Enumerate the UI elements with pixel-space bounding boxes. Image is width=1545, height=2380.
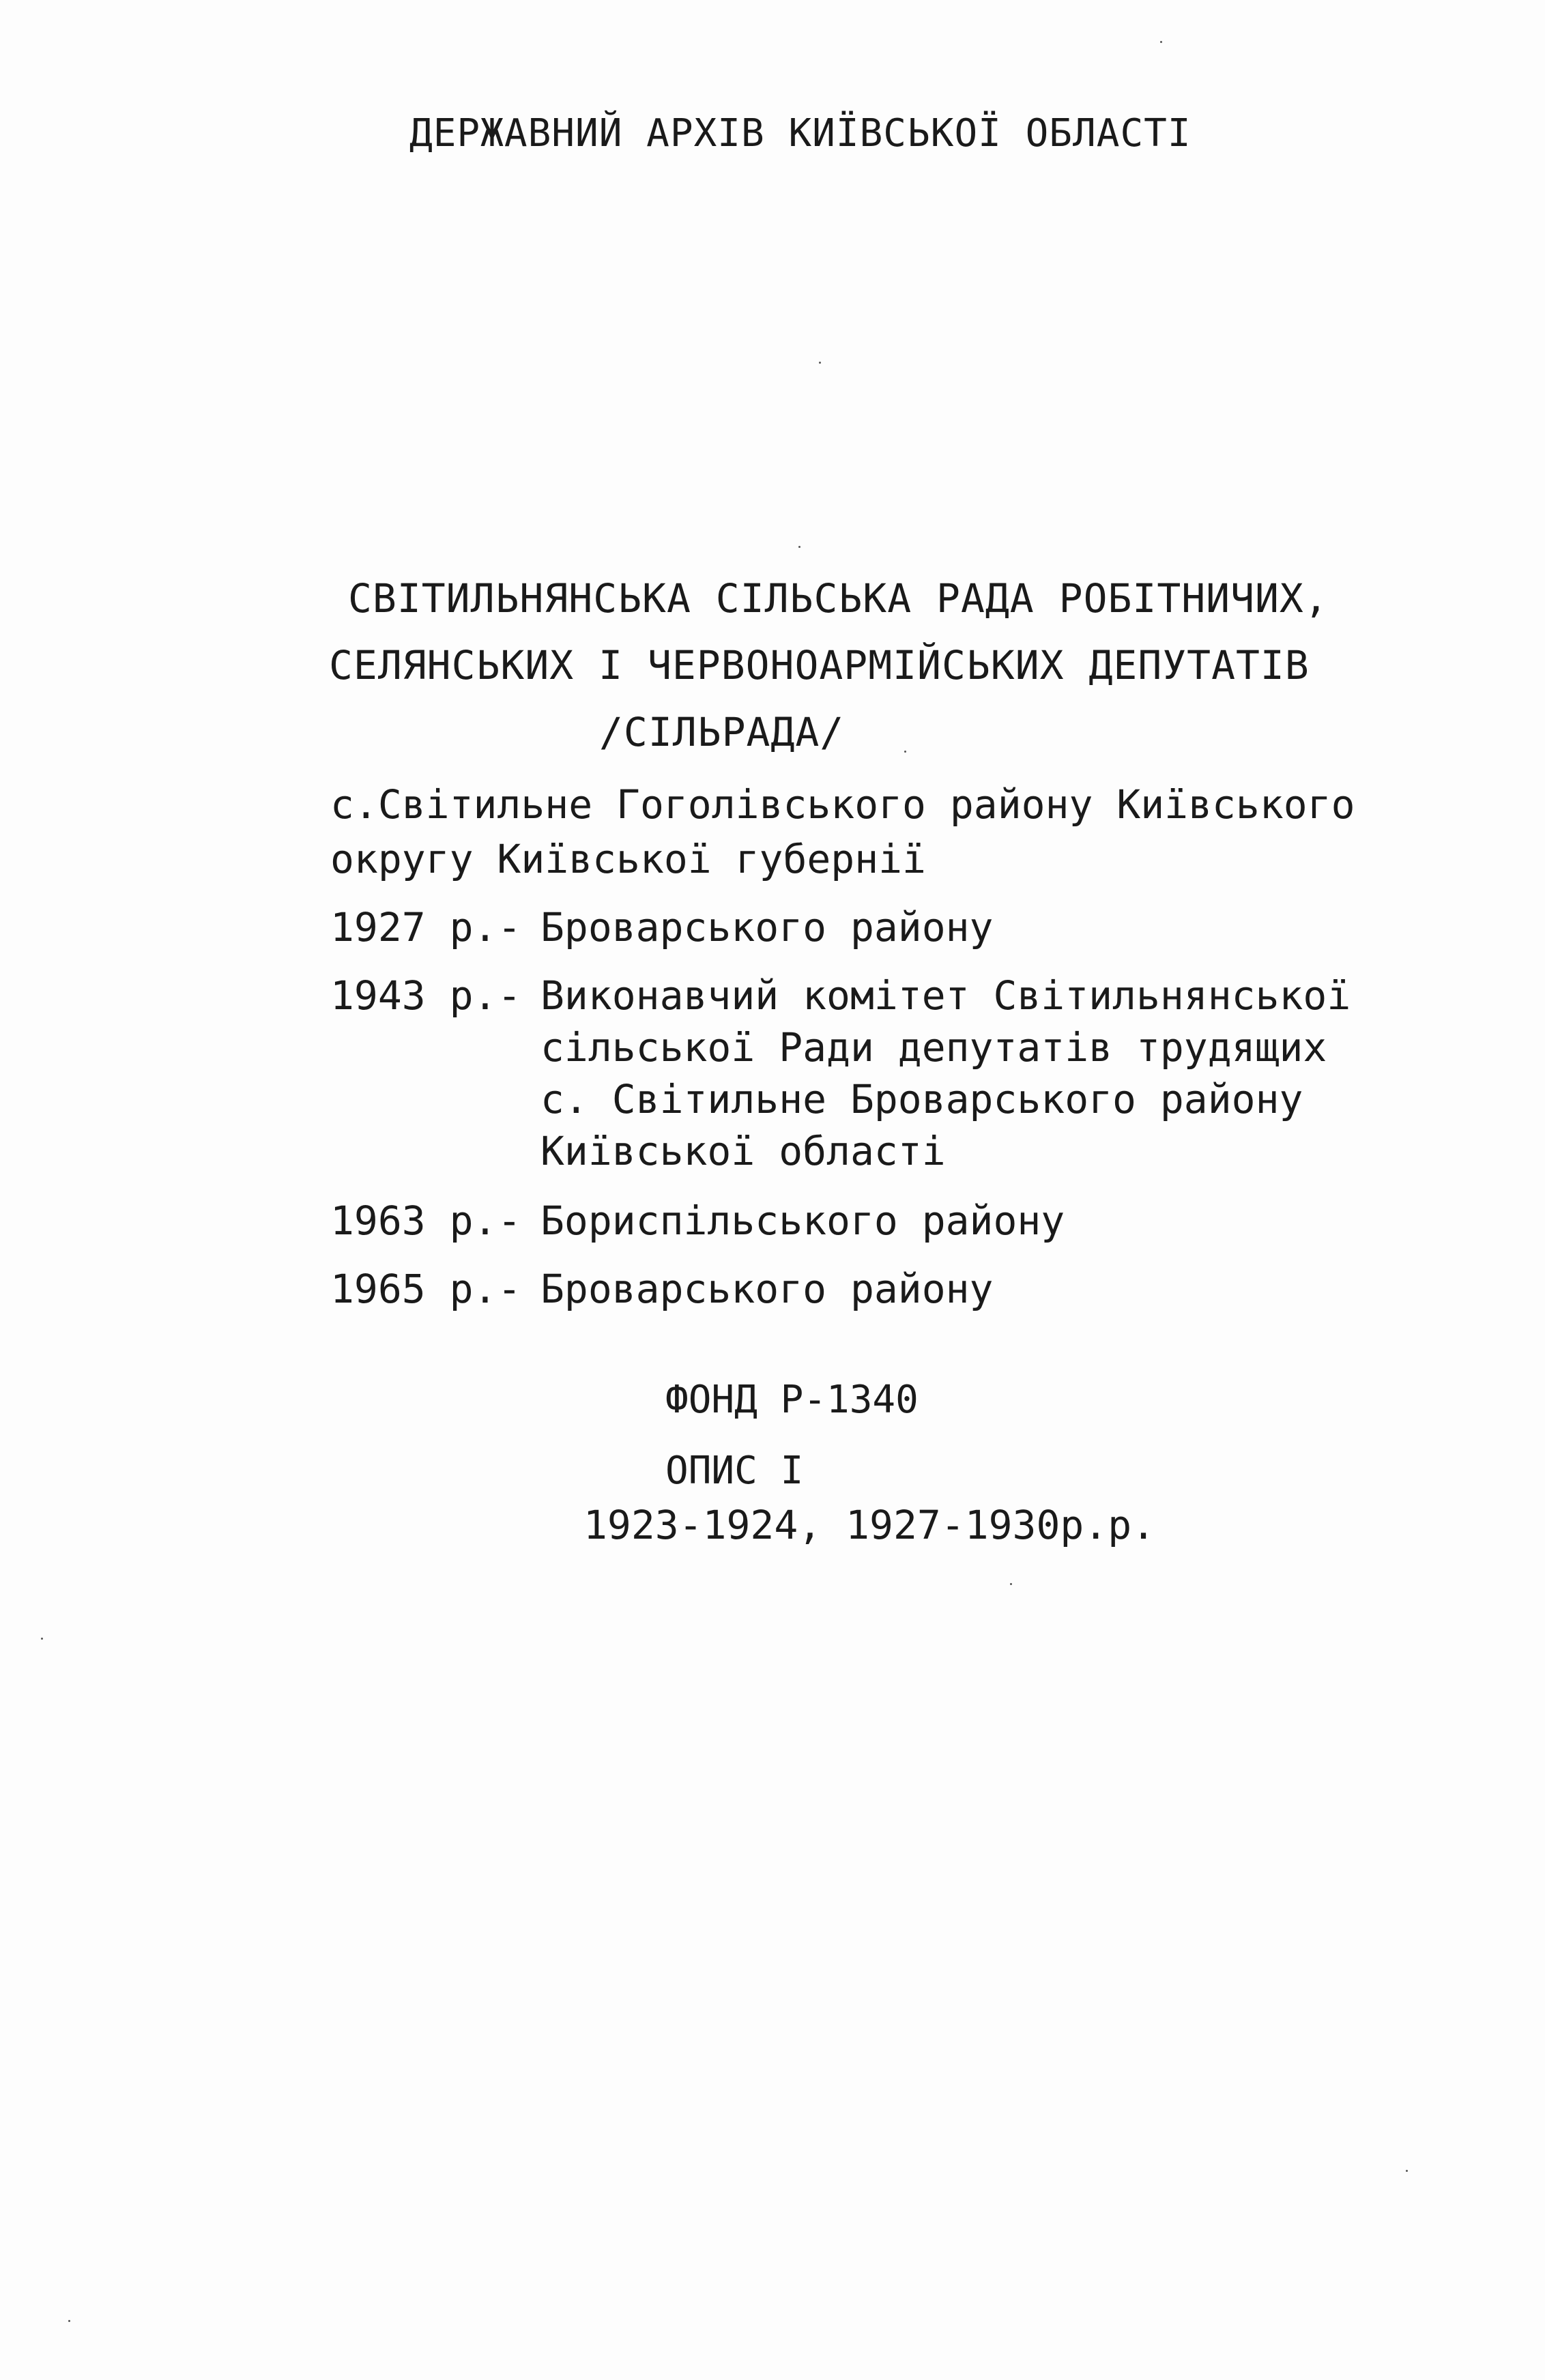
- history-text: [540, 972, 1351, 1183]
- scan-speck: [41, 1638, 43, 1640]
- history-line: Бориспільського району: [540, 1198, 1065, 1244]
- fond-number: ФОНД Р-1340: [665, 1378, 919, 1422]
- scan-speck: [904, 751, 906, 753]
- history-line: Виконавчий комітет Світильнянської: [540, 972, 1351, 1019]
- history-dash: -: [497, 1198, 521, 1244]
- history-dash: -: [497, 1266, 521, 1312]
- history-line: Броварського району: [540, 904, 994, 950]
- history-text: [540, 1198, 1065, 1253]
- scan-speck: [1160, 41, 1162, 43]
- scan-speck: [68, 2320, 70, 2322]
- location-line-2: округу Київської губернії: [330, 836, 926, 882]
- scan-speck: [819, 362, 821, 364]
- history-line: сільської Ради депутатів трудящих: [540, 1024, 1327, 1071]
- title-line-1: СВІТИЛЬНЯНСЬКА СІЛЬСЬКА РАДА РОБІТНИЧИХ,: [348, 575, 1329, 622]
- title-line-3: /СІЛЬРАДА/: [599, 709, 845, 755]
- scan-speck: [798, 546, 800, 548]
- archive-name: ДЕРЖАВНИЙ АРХІВ КИЇВСЬКОЇ ОБЛАСТІ: [409, 111, 1192, 156]
- history-line: Київської області: [540, 1128, 946, 1174]
- date-range: 1923-1924, 1927-1930р.р.: [583, 1502, 1156, 1548]
- history-dash: -: [497, 972, 521, 1019]
- history-dash: -: [497, 904, 521, 950]
- history-year: 1963 р.: [330, 1198, 497, 1244]
- history-line: с. Світильне Броварського району: [540, 1076, 1303, 1122]
- opys-number: ОПИС І: [665, 1449, 804, 1493]
- history-year: 1943 р.: [330, 972, 497, 1019]
- scan-speck: [1010, 1583, 1012, 1585]
- history-year: 1965 р.: [330, 1266, 497, 1312]
- history-year: 1927 р.: [330, 904, 497, 950]
- history-text: [540, 1266, 994, 1321]
- scan-speck: [1406, 2170, 1408, 2172]
- location-line-1: с.Світильне Гоголівського району Київського: [330, 781, 1355, 828]
- history-line: Броварського району: [540, 1266, 994, 1312]
- title-line-2: СЕЛЯНСЬКИХ І ЧЕРВОНОАРМІЙСЬКИХ ДЕПУТАТІВ: [329, 642, 1310, 688]
- history-text: [540, 904, 994, 959]
